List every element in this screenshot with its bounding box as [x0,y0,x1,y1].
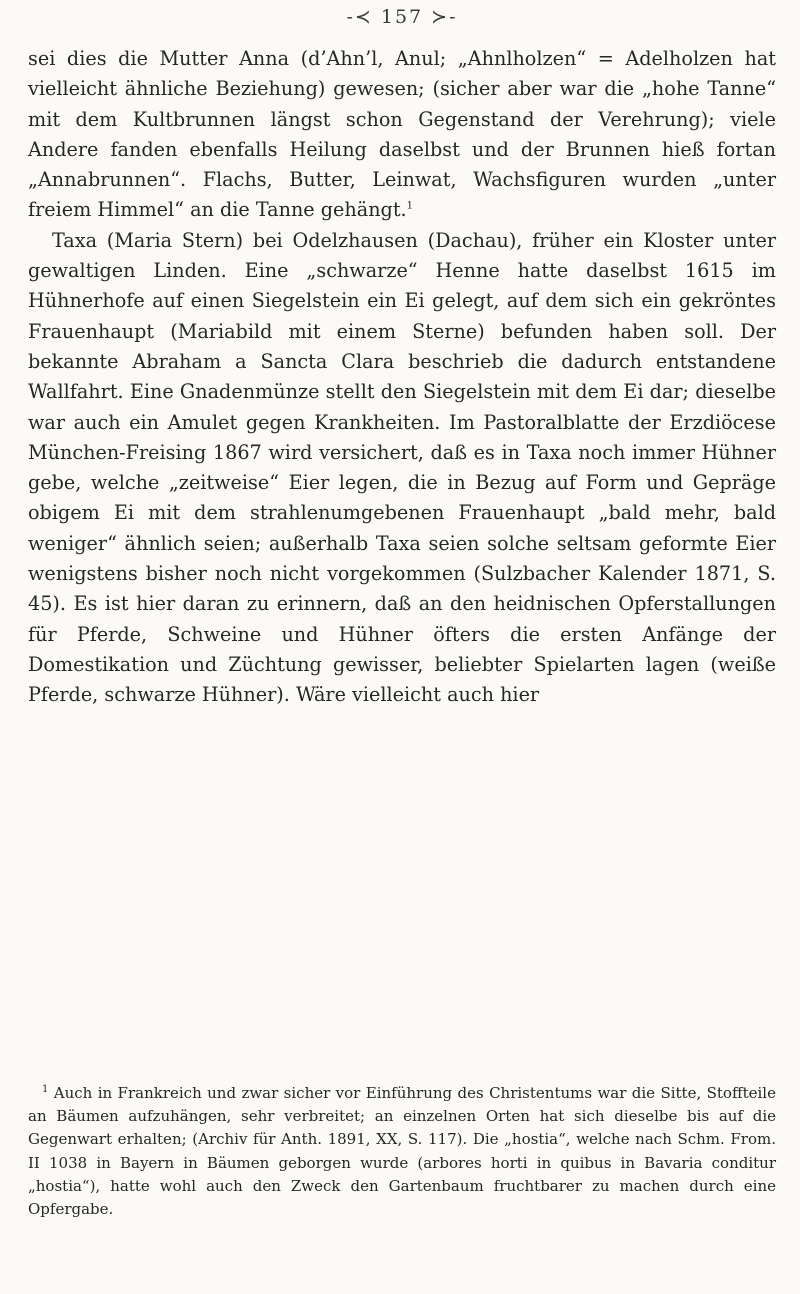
footnote-number: 1 [42,1084,49,1095]
page-number: -≺ 157 ≻- [346,6,458,28]
paragraph-taxa: Taxa (Maria Stern) bei Odelzhausen (Dachau), früher ein Kloster unter gewaltigen Linden. Eine „schwarze“ Henne hatte daselbst 1615 im Hühnerhofe auf einen Siegelstein ein Ei gelegt, auf dem sich ein gekröntes Frauenhaupt (Mariabild mit einem Sterne) befunden haben soll. Der bekannte Abraham a Sancta Clara beschrieb die dadurch entstandene Wallfahrt. Eine Gnadenmünze stellt den Siegelstein mit dem Ei dar; dieselbe war auch ein Amulet gegen Krankheiten. Im Pastoralblatte der Erzdiöcese München-Freising 1867 wird versichert, daß es in Taxa noch immer Hühner gebe, welche „zeitweise“ Eier legen, die in Bezug auf Form und Gepräge obigem Ei mit dem strahlenumgebenen Frauenhaupt „bald mehr, bald weniger“ ähnlich seien; außerhalb Taxa seien solche seltsam geformte Eier wenigstens bisher noch nicht vorgekommen (Sulzbacher Kalender 1871, S. 45). Es ist hier daran zu erinnern, daß an den heidnischen Opferstallungen für Pferde, Schweine und Hühner öfters die ersten Anfänge der Domestikation und Züchtung gewisser, beliebter Spielarten lagen (weiße Pferde, schwarze Hühner). Wäre vielleicht auch hier [28,228,776,707]
footnote-marker: 1 [406,201,414,213]
footnote-body: Auch in Frankreich und zwar sicher vor Einführung des Christentums war die Sitte, Stoffteile an Bäumen aufzuhängen, sehr verbreitet; an einzelnen Orten hat sich dieselbe bis auf die Gegenwart erhalten; (Archiv für Anth. 1891, XX, S. 117). Die „hostia“, welche nach Schm. From. II 1038 in Bayern in Bäumen geborgen wurde (arbores horti in quibus in Bavaria conditur „hostia“), hatte wohl auch den Zweck den Gartenbaum fruchtbarer zu machen durch eine Opfergabe. [28,1084,776,1219]
footnote-text [28,1082,776,1221]
paragraph-anna-text: sei dies die Mutter Anna (d’Ahn’l, Anul; „Ahnlholzen“ = Adelholzen hat vielleicht ähnliche Beziehung) gewesen; (sicher aber war die „hohe Tanne“ mit dem Kultbrunnen längst schon Gegenstand der Verehrung); viele Andere fanden ebenfalls Heilung daselbst und der Brunnen hieß fortan „Annabrunnen“. Flachs, Butter, Leinwat, Wachsfiguren wurden „unter freiem Himmel“ an die Tanne gehängt. [28,47,776,222]
main-text [28,44,776,711]
paragraph-anna [28,44,776,226]
footnote [28,1082,776,1221]
